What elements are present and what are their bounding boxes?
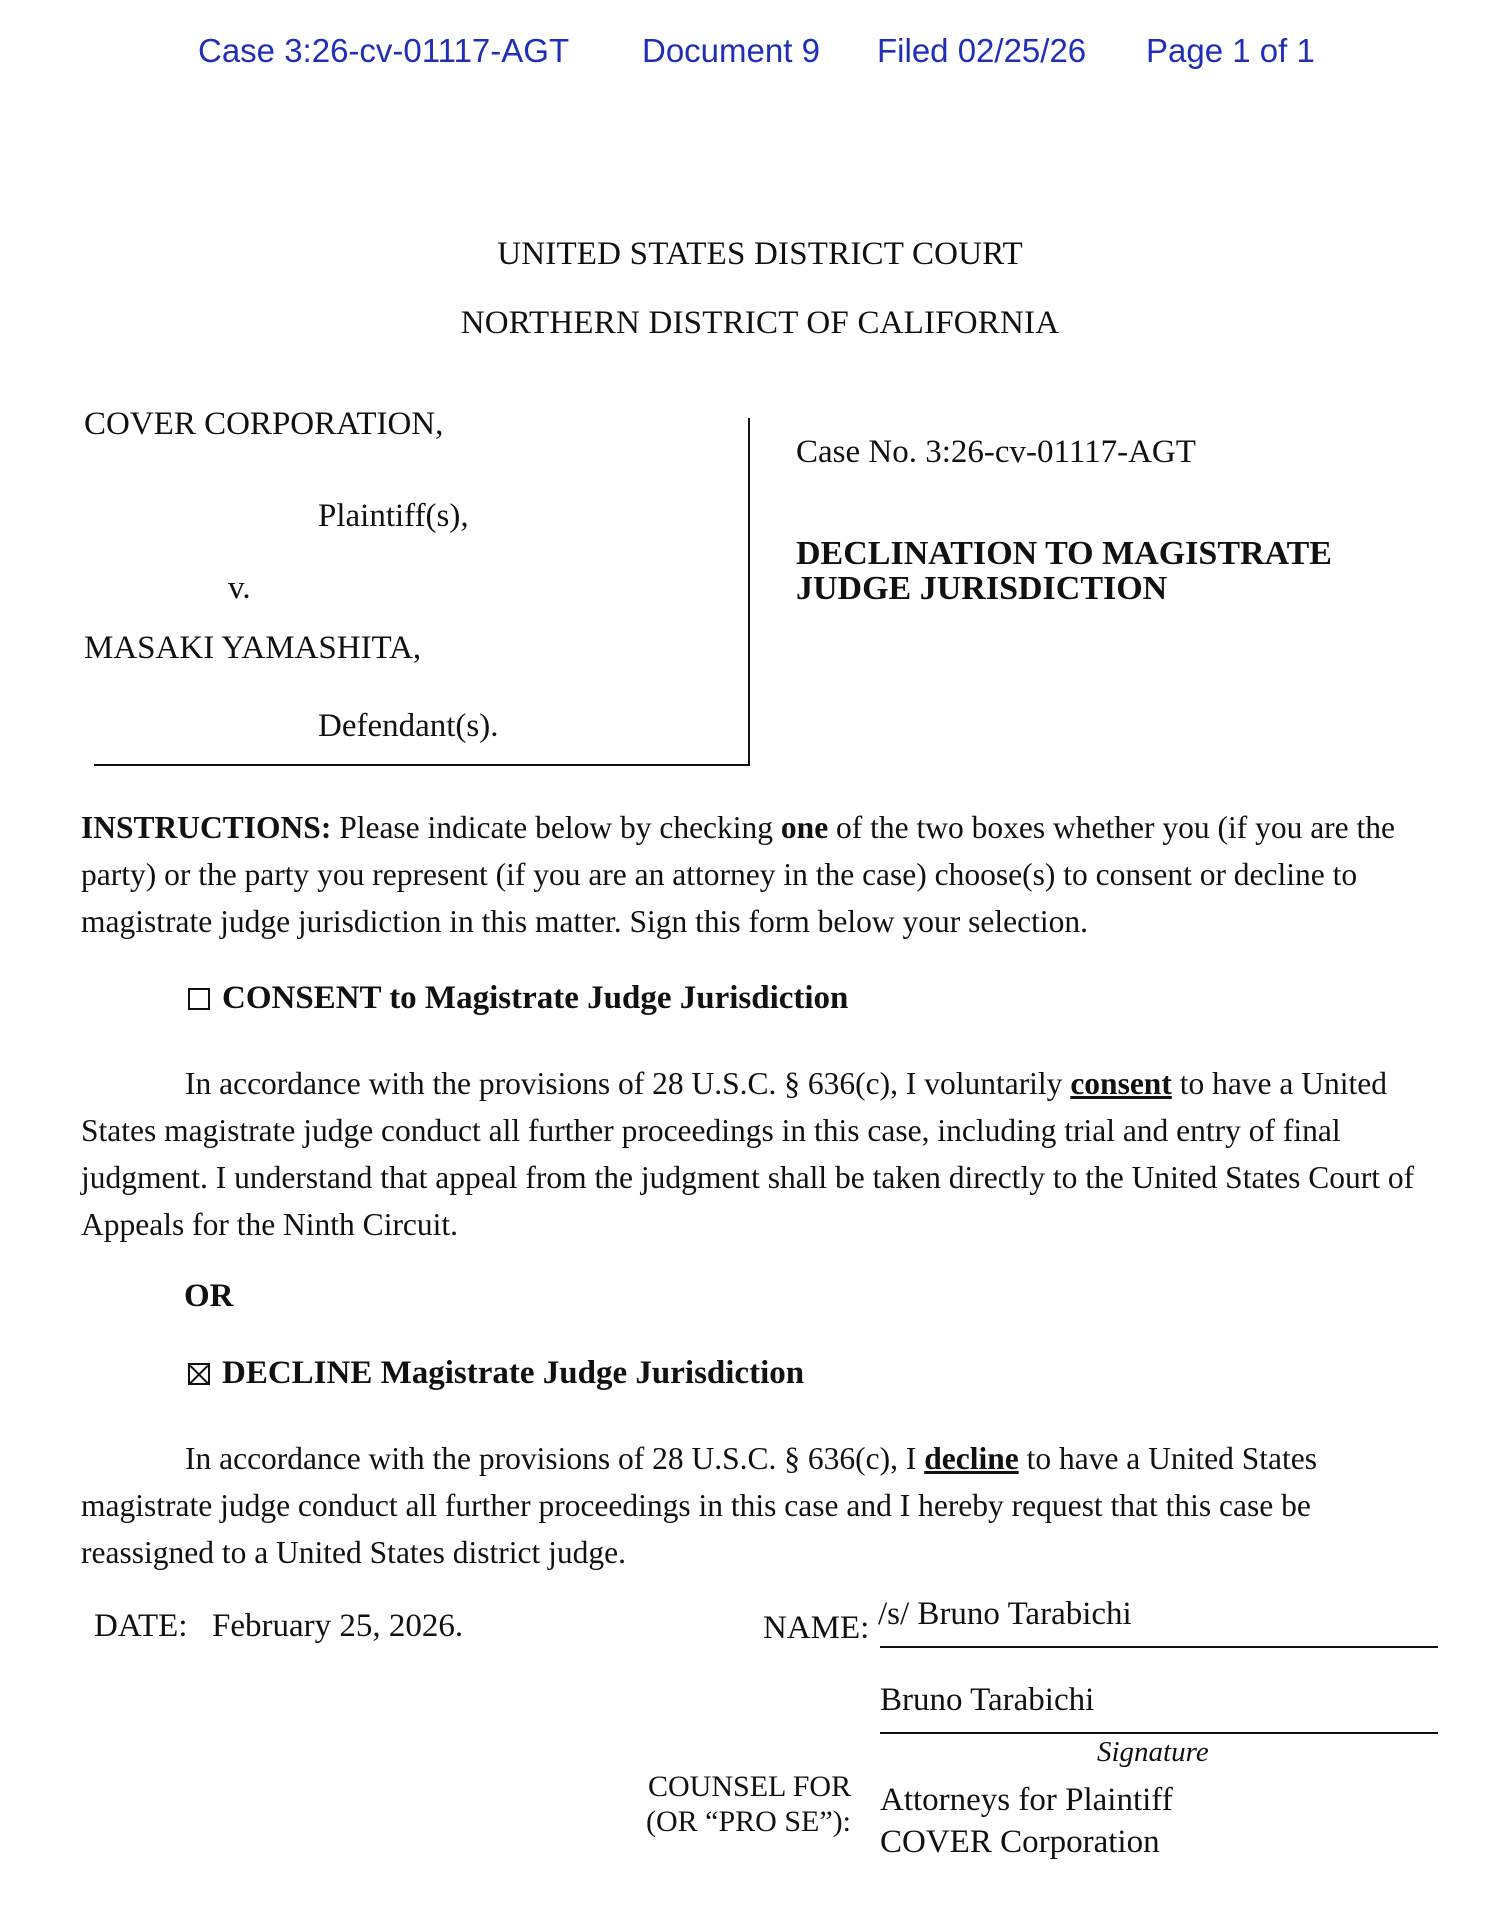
- pro-se-label: (OR “PRO SE”):: [646, 1805, 851, 1838]
- decline-option-label: DECLINE Magistrate Judge Jurisdiction: [222, 1355, 805, 1391]
- decline-checkbox[interactable]: [188, 1363, 210, 1385]
- court-name: UNITED STATES DISTRICT COURT: [497, 236, 1023, 272]
- ecf-case-number: Case 3:26-cv-01117-AGT: [198, 32, 570, 69]
- date-value: February 25, 2026.: [212, 1608, 464, 1644]
- instructions-paragraph: [81, 804, 1441, 945]
- instructions-label: INSTRUCTIONS:: [81, 810, 332, 845]
- or-label: OR: [184, 1278, 234, 1314]
- counsel-for-value-2: COVER Corporation: [880, 1824, 1160, 1860]
- plaintiff-name: COVER CORPORATION,: [84, 406, 444, 442]
- printed-name: Bruno Tarabichi: [880, 1682, 1095, 1718]
- caption-divider-horizontal: [94, 764, 750, 766]
- decline-text-before: In accordance with the provisions of 28 U.S.C. § 636(c), I: [185, 1441, 925, 1476]
- consent-checkbox[interactable]: [188, 988, 210, 1010]
- defendant-role: Defendant(s).: [318, 708, 499, 744]
- decline-paragraph: [81, 1435, 1441, 1576]
- counsel-for-label: COUNSEL FOR: [648, 1770, 852, 1803]
- plaintiff-role: Plaintiff(s),: [318, 498, 469, 534]
- printed-name-line: [880, 1732, 1438, 1734]
- consent-option-label: CONSENT to Magistrate Judge Jurisdiction: [222, 980, 849, 1016]
- caption-divider-vertical: [748, 418, 750, 766]
- instructions-text-before: Please indicate below by checking: [331, 810, 781, 845]
- date-label: DATE:: [94, 1608, 188, 1644]
- ecf-filed-date: Filed 02/25/26: [877, 32, 1087, 69]
- consent-option[interactable]: [188, 980, 848, 1017]
- decline-option[interactable]: [188, 1355, 804, 1392]
- decline-keyword: decline: [924, 1441, 1019, 1476]
- case-number: Case No. 3:26-cv-01117-AGT: [796, 434, 1196, 470]
- defendant-name: MASAKI YAMASHITA,: [84, 630, 422, 666]
- consent-text-after: to have a United States magistrate judge conduct all further proceedings in this case, including trial and entry of final judgment. I understand that appeal from the judgment shall be taken directly to the United States Court of Appeals for the Ninth Circuit.: [81, 1066, 1415, 1242]
- versus-label: v.: [228, 570, 251, 606]
- decline-text-after: to have a United States magistrate judge conduct all further proceedings in this case and I hereby request that this case be reassigned to a United States district judge.: [81, 1441, 1318, 1570]
- signature-label: Signature: [1097, 1736, 1209, 1768]
- consent-text-before: In accordance with the provisions of 28 U.S.C. § 636(c), I voluntarily: [185, 1066, 1071, 1101]
- ecf-page-count: Page 1 of 1: [1146, 32, 1315, 69]
- instructions-text-after: of the two boxes whether you (if you are the party) or the party you represent (if you are an attorney in the case) choose(s) to consent or decline to magistrate judge jurisdiction in this matter. Sign this form below your selection.: [81, 810, 1396, 939]
- name-label: NAME:: [763, 1610, 870, 1646]
- ecf-document-number: Document 9: [642, 32, 820, 69]
- electronic-signature: /s/ Bruno Tarabichi: [878, 1596, 1132, 1632]
- consent-paragraph: [81, 1060, 1441, 1248]
- instructions-emphasis: one: [780, 810, 829, 845]
- consent-keyword: consent: [1070, 1066, 1172, 1101]
- document-title: DECLINATION TO MAGISTRATE JUDGE JURISDICTION: [796, 535, 1332, 607]
- counsel-for-value-1: Attorneys for Plaintiff: [880, 1782, 1173, 1818]
- name-signature-line: [880, 1646, 1438, 1648]
- court-district: NORTHERN DISTRICT OF CALIFORNIA: [460, 305, 1060, 341]
